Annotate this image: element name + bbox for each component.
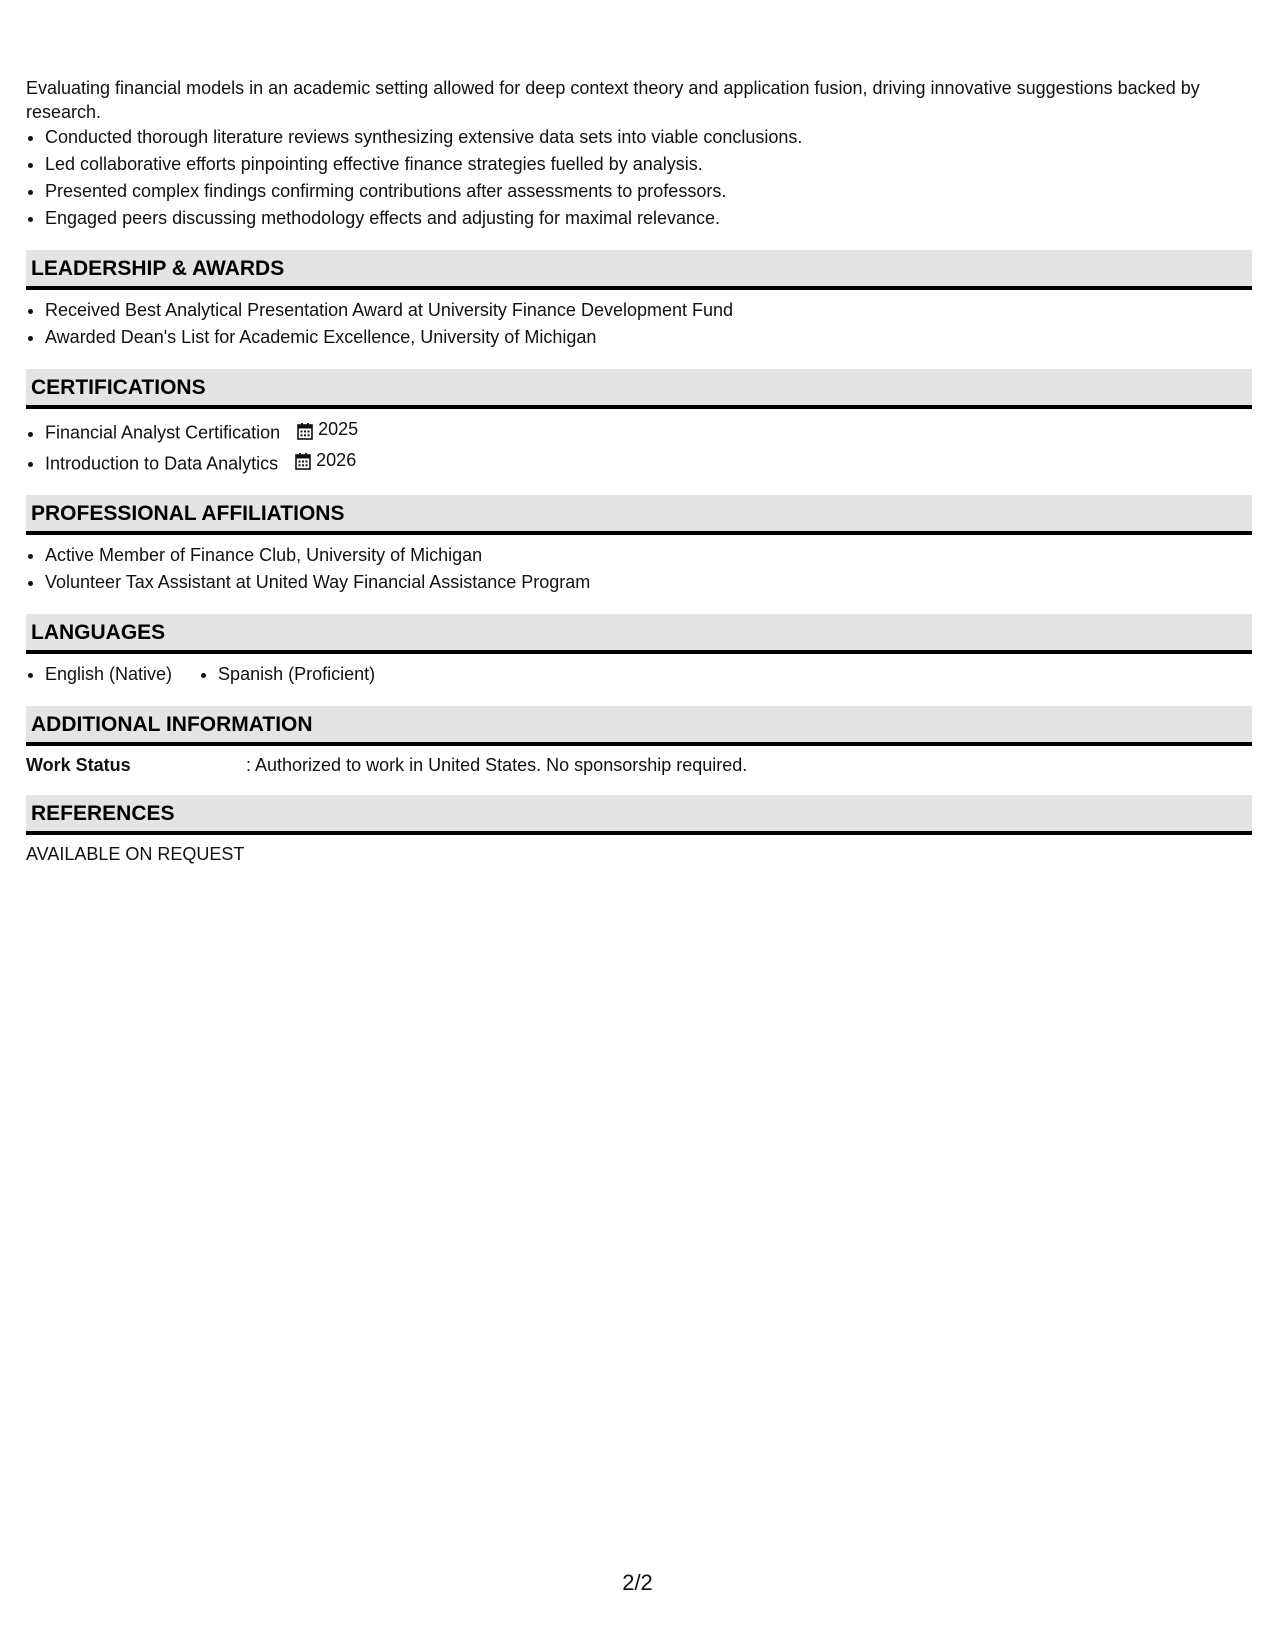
references-text: AVAILABLE ON REQUEST — [26, 844, 245, 864]
list-item: • Volunteer Tax Assistant at United Way Financial Assistance Program — [45, 569, 1252, 596]
list-item: • Engaged peers discussing methodology effects and adjusting for maximal relevance. — [45, 205, 1252, 232]
list-item: • English (Native) — [45, 661, 172, 688]
resume-page — [26, 76, 1252, 866]
languages-list — [26, 661, 1252, 688]
certification-name: Introduction to Data Analytics — [45, 453, 279, 473]
certification-date — [297, 416, 358, 443]
list-item — [45, 416, 1252, 447]
section-leadership-awards — [26, 250, 1252, 351]
calendar-icon — [295, 452, 311, 470]
section-additional-information — [26, 706, 1252, 777]
awards-list — [26, 297, 1252, 351]
work-status-value: : Authorized to work in United States. No sponsorship required. — [246, 755, 748, 775]
calendar-icon — [297, 422, 313, 440]
list-item: • Active Member of Finance Club, University of Michigan — [45, 542, 1252, 569]
section-references — [26, 795, 1252, 866]
work-status-label: Work Status — [26, 755, 131, 775]
list-item: • Led collaborative efforts pinpointing effective finance strategies fuelled by analysis. — [45, 151, 1252, 178]
list-item — [45, 447, 1252, 478]
affiliations-list — [26, 542, 1252, 596]
list-item: • Presented complex findings confirming contributions after assessments to professors. — [45, 178, 1252, 205]
list-item: • Received Best Analytical Presentation Award at University Finance Development Fund — [45, 297, 1252, 324]
section-heading: PROFESSIONAL AFFILIATIONS — [26, 495, 1252, 535]
page-number: 2/2 — [622, 1570, 653, 1595]
certifications-list — [26, 416, 1252, 477]
intro-bullet-list — [26, 124, 1252, 232]
certification-name: Financial Analyst Certification — [45, 422, 281, 443]
intro-paragraph: Evaluating financial models in an academic setting allowed for deep context theory and application fusion, driving innovative suggestions backed by research. — [26, 78, 1200, 122]
section-heading: LANGUAGES — [26, 614, 1252, 654]
section-heading: CERTIFICATIONS — [26, 369, 1252, 409]
certification-year: 2025 — [318, 419, 359, 439]
certification-date — [295, 447, 356, 474]
certification-year: 2026 — [316, 449, 357, 470]
section-heading: REFERENCES — [26, 795, 1252, 835]
section-professional-affiliations — [26, 495, 1252, 596]
work-status-row — [26, 753, 1252, 777]
section-languages — [26, 614, 1252, 688]
section-certifications — [26, 369, 1252, 477]
section-heading: LEADERSHIP & AWARDS — [26, 250, 1252, 290]
list-item: • Awarded Dean's List for Academic Excellence, University of Michigan — [45, 324, 1252, 351]
section-heading: ADDITIONAL INFORMATION — [26, 706, 1252, 746]
list-item: • Conducted thorough literature reviews synthesizing extensive data sets into viable conclusions. — [45, 124, 1252, 151]
list-item: • Spanish (Proficient) — [218, 661, 375, 688]
